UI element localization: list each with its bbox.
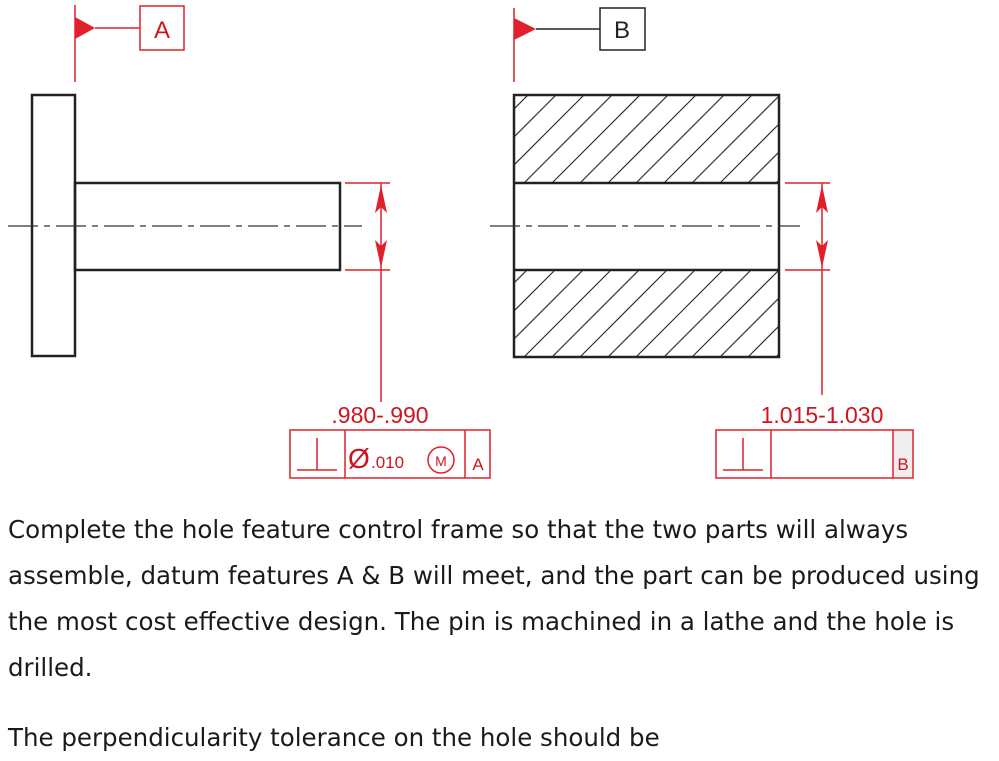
- hatch-line: [608, 95, 696, 183]
- hatch-line: [748, 95, 836, 183]
- pin-feature-control-frame: [290, 430, 490, 478]
- hatch-line: [468, 95, 556, 183]
- hatch-line: [720, 270, 807, 357]
- hatch-line: [664, 95, 752, 183]
- section-hatching: [440, 95, 892, 183]
- hatch-line: [468, 270, 555, 357]
- datum-a-label: A: [153, 17, 171, 44]
- hatch-line: [720, 95, 808, 183]
- diameter-symbol: Ø: [348, 443, 370, 474]
- section-hatching: [440, 270, 891, 357]
- hatch-line: [580, 95, 668, 183]
- hatch-line: [496, 95, 584, 183]
- hole-dimension: 1.015-1.030: [760, 402, 884, 428]
- hatch-line: [524, 270, 611, 357]
- hatch-line: [552, 95, 640, 183]
- fcf-datum-b: B: [897, 455, 909, 474]
- fcf-datum-a: A: [472, 455, 484, 474]
- question-prompt: The perpendicularity tolerance on the hole should be: [8, 723, 660, 752]
- datum-b-triangle-icon: [514, 18, 536, 40]
- hatch-line: [580, 270, 667, 357]
- pin-part: [8, 5, 490, 478]
- perpendicularity-icon: [723, 438, 763, 470]
- datum-b-label: B: [613, 17, 631, 44]
- hole-feature-control-frame: [716, 430, 913, 478]
- hole-part: [440, 8, 913, 478]
- pin-dimension: .980-.990: [331, 402, 429, 428]
- mmc-modifier: M: [435, 453, 447, 469]
- hatch-line: [608, 270, 695, 357]
- hatch-line: [692, 95, 780, 183]
- question-text: Complete the hole feature control frame so that the two parts will always assemble, datum features A & B will meet, and the part can be produced using the most cost effective design. The pin is machined in a lathe and the hole is drilled.: [8, 515, 980, 682]
- hatch-line: [804, 270, 891, 357]
- perpendicularity-icon: [297, 438, 337, 470]
- hatch-line: [804, 95, 892, 183]
- hatch-line: [496, 270, 583, 357]
- hatch-line: [636, 95, 724, 183]
- datum-a-triangle-icon: [75, 17, 95, 39]
- tolerance-value: .010: [371, 453, 405, 472]
- hatch-line: [664, 270, 751, 357]
- hatch-line: [524, 95, 612, 183]
- hatch-line: [692, 270, 779, 357]
- hatch-line: [636, 270, 723, 357]
- hatch-line: [776, 270, 863, 357]
- hatch-line: [552, 270, 639, 357]
- hatch-line: [776, 95, 864, 183]
